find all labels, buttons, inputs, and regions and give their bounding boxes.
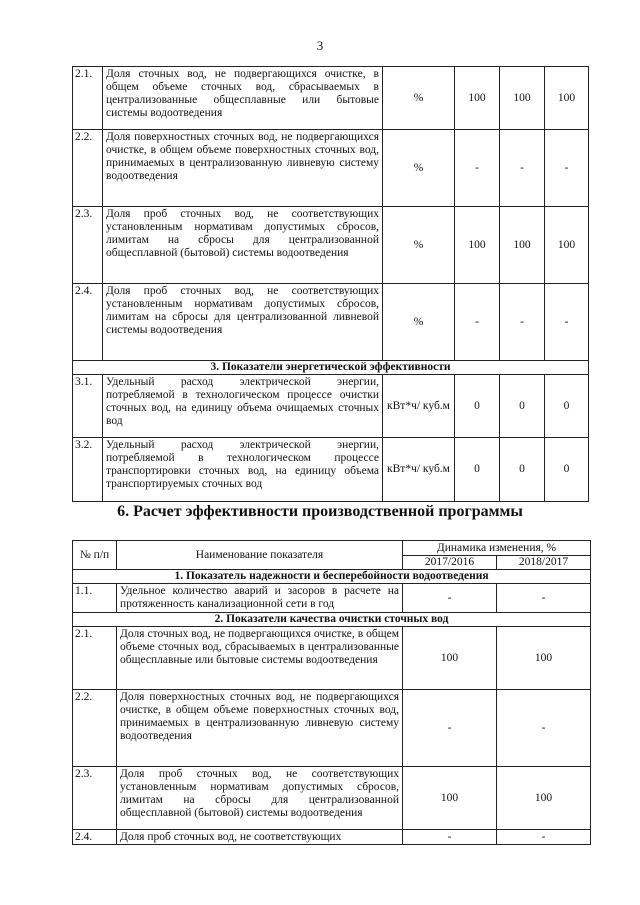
header-col1: 2017/2016	[403, 556, 497, 570]
value-cell: 100	[455, 207, 500, 284]
value-cell: -	[497, 830, 591, 845]
section-heading: 2. Показатели качества очистки сточных вод	[73, 613, 591, 627]
row-number: 2.3.	[73, 767, 117, 830]
row-number: 2.1.	[73, 627, 117, 690]
unit-cell: кВт*ч/ куб.м	[383, 375, 455, 438]
row-number: 2.4.	[73, 830, 117, 845]
indicator-name: Доля поверхностных сточных вод, не подвергающихся очистке, в общем объеме поверхностных сточных вод, принимаемых в централизованную ливневую систему водоотведения	[103, 130, 383, 207]
unit-cell: кВт*ч/ куб.м	[383, 438, 455, 502]
indicator-name: Доля проб сточных вод, не соответствующих установленным нормативам допустимых сбросов, лимитам на сбросы для централизованной общесплавной (бытовой) системы водоотведения	[117, 767, 403, 830]
value-cell: -	[455, 284, 500, 361]
table-row	[73, 67, 589, 130]
value-cell: -	[500, 130, 545, 207]
efficiency-table	[72, 540, 591, 845]
value-cell: -	[497, 690, 591, 767]
section-row	[73, 361, 589, 375]
value-cell: -	[455, 130, 500, 207]
value-cell: -	[497, 584, 591, 613]
table-row	[73, 830, 591, 845]
row-number: 2.2.	[73, 130, 103, 207]
value-cell: 100	[403, 767, 497, 830]
header-num: № п/п	[73, 541, 117, 570]
indicator-name: Удельное количество аварий и засоров в расчете на протяженность канализационной сети в год	[117, 584, 403, 613]
indicator-name: Доля сточных вод, не подвергающихся очистке, в общем объеме сточных вод, сбрасываемых в централизованные общесплавные или бытовые системы водоотведения	[103, 67, 383, 130]
unit-cell: %	[383, 207, 455, 284]
value-cell: 100	[500, 207, 545, 284]
value-cell: -	[403, 584, 497, 613]
value-cell: -	[545, 284, 589, 361]
indicators-table	[72, 66, 589, 502]
unit-cell: %	[383, 284, 455, 361]
row-number: 2.3.	[73, 207, 103, 284]
section-row	[73, 613, 591, 627]
value-cell: -	[403, 830, 497, 845]
row-number: 3.2.	[73, 438, 103, 502]
table-row	[73, 207, 589, 284]
indicator-name: Доля проб сточных вод, не соответствующих установленным нормативам допустимых сбросов, лимитам на сбросы для централизованной общесплавной (бытовой) системы водоотведения	[103, 207, 383, 284]
indicator-name: Удельный расход электрической энергии, потребляемой в технологическом процессе очистки сточных вод, на единицу объема очищаемых сточных вод	[103, 375, 383, 438]
row-number: 2.4.	[73, 284, 103, 361]
indicator-name: Доля сточных вод, не подвергающихся очистке, в общем объеме сточных вод, сбрасываемых в централизованные общесплавные или бытовые системы водоотведения	[117, 627, 403, 690]
value-cell: 0	[545, 438, 589, 502]
section-heading: 3. Показатели энергетической эффективности	[73, 361, 589, 375]
section-row	[73, 570, 591, 584]
row-number: 1.1.	[73, 584, 117, 613]
page-number: 3	[316, 38, 324, 53]
value-cell: 100	[455, 67, 500, 130]
section-heading: 1. Показатель надежности и бесперебойности водоотведения	[73, 570, 591, 584]
value-cell: 100	[403, 627, 497, 690]
value-cell: 0	[455, 438, 500, 502]
header-dynamics: Динамика изменения, %	[403, 541, 591, 556]
row-number: 2.2.	[73, 690, 117, 767]
value-cell: 100	[500, 67, 545, 130]
table-row	[73, 438, 589, 502]
section-title: 6. Расчет эффективности производственной программы	[117, 503, 523, 520]
table-row	[73, 767, 591, 830]
table-row	[73, 284, 589, 361]
indicator-name: Доля поверхностных сточных вод, не подвергающихся очистке, в общем объеме поверхностных сточных вод, принимаемых в централизованную ливневую систему водоотведения	[117, 690, 403, 767]
value-cell: -	[500, 284, 545, 361]
value-cell: 0	[455, 375, 500, 438]
value-cell: 100	[545, 67, 589, 130]
indicator-name: Удельный расход электрической энергии, потребляемой в технологическом процессе транспортировки сточных вод, на единицу объема транспортируемых сточных вод	[103, 438, 383, 502]
indicator-name: Доля проб сточных вод, не соответствующих установленным нормативам допустимых сбросов, лимитам на сбросы для централизованной ливневой системы водоотведения	[103, 284, 383, 361]
row-number: 2.1.	[73, 67, 103, 130]
table-row	[73, 627, 591, 690]
table-row	[73, 375, 589, 438]
unit-cell: %	[383, 130, 455, 207]
value-cell: 0	[500, 438, 545, 502]
value-cell: -	[403, 690, 497, 767]
value-cell: 0	[500, 375, 545, 438]
value-cell: 0	[545, 375, 589, 438]
value-cell: 100	[545, 207, 589, 284]
header-name: Наименование показателя	[117, 541, 403, 570]
indicator-name: Доля проб сточных вод, не соответствующих	[117, 830, 403, 845]
value-cell: -	[545, 130, 589, 207]
value-cell: 100	[497, 767, 591, 830]
table-row	[73, 130, 589, 207]
value-cell: 100	[497, 627, 591, 690]
unit-cell: %	[383, 67, 455, 130]
row-number: 3.1.	[73, 375, 103, 438]
header-col2: 2018/2017	[497, 556, 591, 570]
table-row	[73, 690, 591, 767]
table-row	[73, 584, 591, 613]
